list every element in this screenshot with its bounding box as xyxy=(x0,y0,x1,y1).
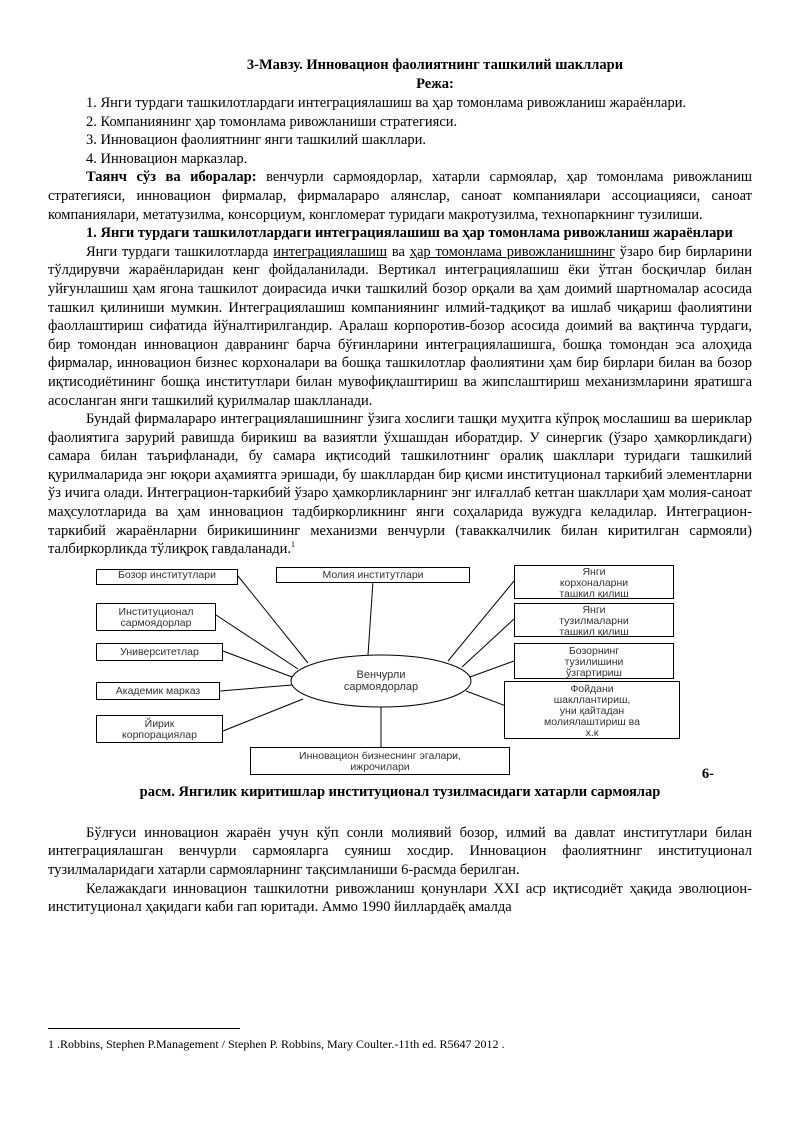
box-new-structures xyxy=(514,603,674,637)
box-line: Инновацион бизнеснинг эгалари, xyxy=(299,749,461,762)
paragraph-4: Келажакдаги инновацион ташкилотни ривожланиш қонунлари XXI аср иқтисодиёт ҳақида эволюцион-институционал ҳақидаги каби гап юритади. Аммо 1990 йиллардаёқ амалда xyxy=(48,880,752,916)
para1-underlined-1: интеграциялашиш xyxy=(273,243,388,260)
box-line: х.к xyxy=(585,726,599,739)
box-new-enterprises xyxy=(514,565,674,599)
box-line: корхоналарни xyxy=(559,576,629,589)
box-market-structure-change xyxy=(514,643,674,679)
para2-text: Бундай фирмалараро интеграциялашишнинг ўзига хослиги ташқи муҳитга кўпроқ мослашиш ва шериклар фаолиятига зарурий равишда бирикиш ва вазиятли ўхшашдан иборатдир. У синергик (ўзаро ҳамкорликдаги) самара билан таърифланади, бу самара иқтисодий ташкилотнинг оралиқ шакллари туридаги ташкилий қурилмаларида энг юқори аҳамиятга эришади, бу шакллардан бир қисми институционал таркибий элементларни ўз ичига олади. Интеграцион-таркибий ўзаро ҳамкорликларнинг энг илғаллаб кетган шакллари ҳам молия-саноат маҳсулотларида ва ҳам инновацион тадбиркорликнинг янги соҳаларида вужудга келадилар. Интеграцион-таркибий жараёнларни бирикишининг механизми венчурли (таваккалчилик билан киритилган сармояли) талбиркорликда тўлиқроқ гавдаланади. xyxy=(48,411,752,558)
box-line: Университетлар xyxy=(120,645,199,658)
box-line: Янги xyxy=(582,565,606,578)
paragraph-1 xyxy=(48,243,752,410)
institutional-diagram xyxy=(48,563,752,782)
center-venture-investors xyxy=(291,655,471,707)
box-line: корпорациялар xyxy=(122,728,197,741)
topic-title: 3-Мавзу. Инновацион фаолиятнинг ташкилий шакллари xyxy=(246,57,624,73)
box-market-institutions xyxy=(96,569,238,585)
para1-text-b: ва xyxy=(387,243,410,260)
box-line: уни қайтадан xyxy=(559,704,625,717)
footnote-divider xyxy=(48,1028,240,1029)
keywords-text: венчурли сармоядорлар, хатарли сармоялар, ҳар томонлама ривожланиш стратегияси, инновацион фирмалар, фирмалараро алянслар, саноат компаниялари ассоциацияси, саноат компаниялари, метатузилма, консорциум, конгломерат туридаги макротузилма, технопаркнинг тузилиши. xyxy=(48,169,752,223)
figure-caption: расм. Янгилик киритишлар институционал тузилмасидаги хатарли сармоялар xyxy=(139,783,661,800)
box-line: Институционал xyxy=(118,605,194,618)
para1-underlined-2: ҳар томонлама ривожланишнинг xyxy=(409,243,615,260)
box-finance-institutions xyxy=(276,567,470,583)
para1-text-c: ўзаро бир бирларини тўлдирувчи жараёнларидан кенг фойдаланилади. Вертикал интеграциялашиш ёки ўтган босқичлар билан уйғунлашиш ҳам ягона ташкилот доирасида ички ташкилий бозор орқали ва ҳам доимий шартномалар асосида ташкил қилиниши мумкин. Интеграциялашиш компаниянинг илмий-тадқиқот ва ишлаб чиқариш фаолиятини фаоллаштириш сифатида йўналтирилгандир. Аралаш корпоротив-бозор асосида доимий ва вақтинча турдаги, бир томондан инновацион давранинг барча бўғинларини интеграциялашишга, бошқа томондан эса алоҳида фирмалар, инновацион бизнес корхоналари ва бошқа ташкилотлар фаолиятини ҳам бир бирлари билан ва бозор иқтисодиётининг бошқа институтлари билан мувофиқлаштириш ва жипслаштириш механизмларини яратишга асосланган янги ташкилий қурилмалар шаклланади. xyxy=(48,243,752,409)
box-line: Бозор институтлари xyxy=(118,568,216,581)
figure-number: 6- xyxy=(701,765,714,782)
paragraph-2 xyxy=(48,410,752,559)
box-line: Бозорнинг xyxy=(568,644,620,657)
box-line: тузилмаларни xyxy=(559,614,629,627)
box-line: сармоядорлар xyxy=(120,616,192,629)
box-line: Академик марказ xyxy=(115,684,201,697)
box-large-corporations xyxy=(96,715,223,743)
keywords-paragraph xyxy=(48,168,752,224)
center-line: Венчурли xyxy=(356,668,406,681)
box-line: ташкил қилиш xyxy=(559,625,629,638)
plan-item-4: 4. Инновацион марказлар. xyxy=(86,150,248,167)
footnote-marker[interactable]: 1 xyxy=(291,540,296,550)
document-page xyxy=(48,56,752,917)
paragraph-3: Бўлғуси инновацион жараён учун кўп сонли молиявий бозор, илмий ва давлат институтлари билан интеграциялашган венчурли сармояларга суяниш хосдир. Инновацион фаолиятнинг институционал тузилмаларидаги хатарли сармояларнинг тақсимланиши 6-расмда берилган. xyxy=(48,824,752,879)
box-line: Йирик xyxy=(144,717,175,730)
box-line: молиялаштириш ва xyxy=(544,715,640,728)
box-line: Фойдани xyxy=(570,682,614,695)
box-universities xyxy=(96,643,223,661)
para1-text-a: Янги турдаги ташкилотларда xyxy=(86,243,274,260)
center-line: сармоядорлар xyxy=(343,680,419,693)
box-profit-refinancing xyxy=(504,681,680,739)
keywords-label: Таянч сўз ва иборалар: xyxy=(86,169,257,186)
plan-item-2: 2. Компаниянинг ҳар томонлама ривожланиши стратегияси. xyxy=(86,113,458,130)
section-heading: 1. Янги турдаги ташкилотлардаги интеграциялашиш ва ҳар томонлама ривожланиш жараёнлари xyxy=(86,225,733,242)
box-line: ижрочилари xyxy=(350,760,410,773)
box-institutional-investors xyxy=(96,603,216,631)
plan-item-3: 3. Инновацион фаолиятнинг янги ташкилий шакллари. xyxy=(86,132,426,149)
box-line: Янги xyxy=(582,603,606,616)
plan-label: Режа: xyxy=(416,76,454,92)
box-line: ташкил қилиш xyxy=(559,587,629,600)
box-line: Молия институтлари xyxy=(322,568,424,581)
plan-item-1: 1. Янги турдаги ташкилотлардаги интеграциялашиш ва ҳар томонлама ривожланиш жараёнлари. xyxy=(86,95,687,111)
box-line: ўзгартириш xyxy=(566,666,622,679)
box-line: шакллантириш, xyxy=(553,693,631,706)
box-innovation-owners xyxy=(250,747,510,775)
box-line: тузилишини xyxy=(564,655,624,668)
box-academic-center xyxy=(96,682,220,700)
footnote: 1 .Robbins, Stephen P.Management / Stephen P. Robbins, Mary Coulter.-11th ed. R5647 2012 . xyxy=(48,1037,505,1051)
